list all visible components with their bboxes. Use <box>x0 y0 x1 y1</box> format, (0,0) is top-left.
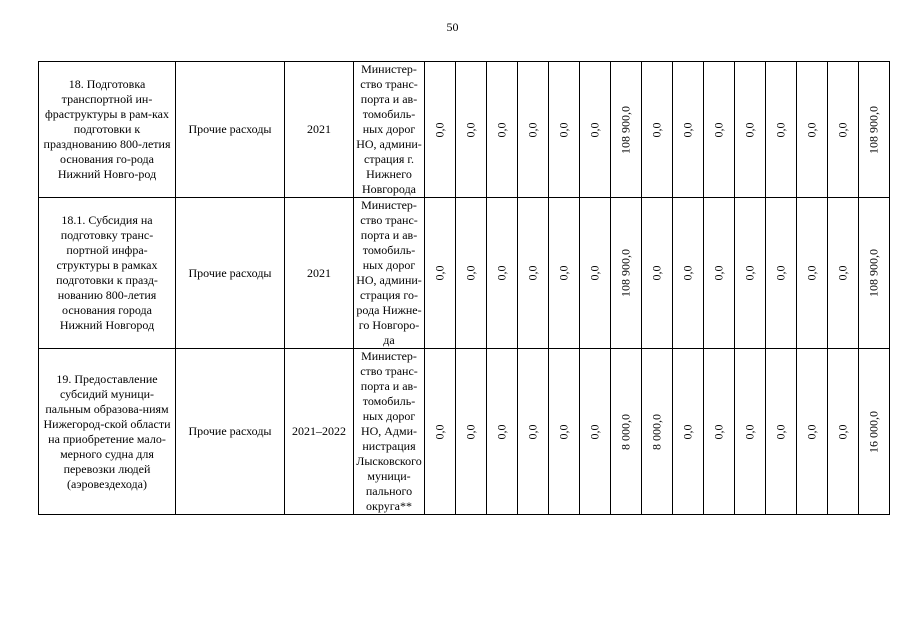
value-text: 108 900,0 <box>618 105 633 154</box>
value-text: 0,0 <box>463 265 478 281</box>
value-text: 0,0 <box>587 424 602 439</box>
value-cell <box>797 198 828 349</box>
value-text: 0,0 <box>494 265 509 281</box>
budget-table <box>38 61 890 515</box>
value-text: 8 000,0 <box>618 413 633 450</box>
value-text: 8 000,0 <box>649 413 664 450</box>
value-cell <box>642 198 673 349</box>
value-text: 0,0 <box>494 424 509 439</box>
value-text: 0,0 <box>804 265 819 281</box>
value-text: 108 900,0 <box>866 105 881 154</box>
value-text: 0,0 <box>680 265 695 281</box>
value-text: 108 900,0 <box>866 249 881 297</box>
row-expense-type: Прочие расходы <box>176 62 285 198</box>
value-text: 0,0 <box>463 122 478 137</box>
row-name: 18.1. Субсидия на подготовку транс-портной инфра-структуры в рамках подготовки к празд-нованию 800-летия основания города Нижний Новгород <box>39 198 176 349</box>
value-cell <box>580 349 611 515</box>
value-text: 0,0 <box>587 122 602 137</box>
value-cell <box>766 198 797 349</box>
value-text: 0,0 <box>463 424 478 439</box>
value-cell <box>487 62 518 198</box>
value-text: 0,0 <box>804 424 819 439</box>
value-text: 0,0 <box>556 122 571 137</box>
value-cell <box>797 349 828 515</box>
value-text: 0,0 <box>494 122 509 137</box>
value-cell <box>425 349 456 515</box>
value-cell <box>611 349 642 515</box>
value-cell <box>487 198 518 349</box>
value-cell <box>766 62 797 198</box>
value-text: 0,0 <box>804 122 819 137</box>
value-cell <box>456 62 487 198</box>
value-cell <box>549 198 580 349</box>
table-row <box>39 62 890 198</box>
value-cell <box>859 198 890 349</box>
value-text: 0,0 <box>742 265 757 281</box>
value-cell <box>611 62 642 198</box>
value-cell <box>580 198 611 349</box>
value-cell <box>673 349 704 515</box>
value-cell <box>735 62 766 198</box>
value-text: 16 000,0 <box>866 410 881 453</box>
value-text: 0,0 <box>556 424 571 439</box>
value-cell <box>766 349 797 515</box>
table-row <box>39 349 890 515</box>
row-year: 2021–2022 <box>285 349 354 515</box>
value-cell <box>642 349 673 515</box>
value-text: 0,0 <box>835 122 850 137</box>
value-cell <box>518 349 549 515</box>
value-text: 0,0 <box>773 122 788 137</box>
value-cell <box>735 198 766 349</box>
value-cell <box>487 349 518 515</box>
value-cell <box>735 349 766 515</box>
value-text: 0,0 <box>773 424 788 439</box>
value-text: 0,0 <box>432 265 447 281</box>
value-cell <box>549 62 580 198</box>
row-responsible: Министер-ство транс-порта и ав-томобиль-ных дорог НО, админи-страция го-рода Нижне-го Новгоро-да <box>354 198 425 349</box>
value-cell <box>518 198 549 349</box>
value-cell <box>642 62 673 198</box>
value-text: 0,0 <box>587 265 602 281</box>
row-name: 18. Подготовка транспортной ин-фраструктуры в рам-ках подготовки к празднованию 800-летия основания го-рода Нижний Новго-род <box>39 62 176 198</box>
value-cell <box>704 198 735 349</box>
value-text: 0,0 <box>680 122 695 137</box>
value-text: 0,0 <box>525 265 540 281</box>
value-text: 0,0 <box>835 265 850 281</box>
value-cell <box>425 198 456 349</box>
row-name: 19. Предоставление субсидий муници-пальным образова-ниям Нижегород-ской области на приобретение мало-мерного судна для перевозки людей (аэровездехода) <box>39 349 176 515</box>
value-text: 108 900,0 <box>618 249 633 297</box>
value-cell <box>859 62 890 198</box>
value-text: 0,0 <box>649 265 664 281</box>
row-expense-type: Прочие расходы <box>176 198 285 349</box>
table-row <box>39 198 890 349</box>
value-cell <box>828 349 859 515</box>
row-responsible: Министер-ство транс-порта и ав-томобиль-ных дорог НО, админи-страция г. Нижнего Новгорода <box>354 62 425 198</box>
value-cell <box>580 62 611 198</box>
value-cell <box>859 349 890 515</box>
value-cell <box>425 62 456 198</box>
value-cell <box>673 198 704 349</box>
value-text: 0,0 <box>680 424 695 439</box>
value-text: 0,0 <box>742 122 757 137</box>
page-number: 50 <box>446 20 459 34</box>
value-text: 0,0 <box>711 265 726 281</box>
value-text: 0,0 <box>525 122 540 137</box>
value-text: 0,0 <box>432 424 447 439</box>
value-cell <box>704 349 735 515</box>
value-text: 0,0 <box>742 424 757 439</box>
row-year: 2021 <box>285 198 354 349</box>
value-cell <box>673 62 704 198</box>
value-text: 0,0 <box>711 122 726 137</box>
value-cell <box>797 62 828 198</box>
value-cell <box>611 198 642 349</box>
value-text: 0,0 <box>711 424 726 439</box>
value-text: 0,0 <box>525 424 540 439</box>
value-text: 0,0 <box>773 265 788 281</box>
value-cell <box>518 62 549 198</box>
value-text: 0,0 <box>556 265 571 281</box>
value-cell <box>704 62 735 198</box>
value-text: 0,0 <box>432 122 447 137</box>
value-cell <box>549 349 580 515</box>
row-year: 2021 <box>285 62 354 198</box>
value-text: 0,0 <box>649 122 664 137</box>
value-cell <box>828 62 859 198</box>
row-responsible: Министер-ство транс-порта и ав-томобиль-ных дорог НО, Адми-нистрация Лысковского муници-пального округа** <box>354 349 425 515</box>
value-text: 0,0 <box>835 424 850 439</box>
value-cell <box>456 349 487 515</box>
row-expense-type: Прочие расходы <box>176 349 285 515</box>
value-cell <box>456 198 487 349</box>
value-cell <box>828 198 859 349</box>
